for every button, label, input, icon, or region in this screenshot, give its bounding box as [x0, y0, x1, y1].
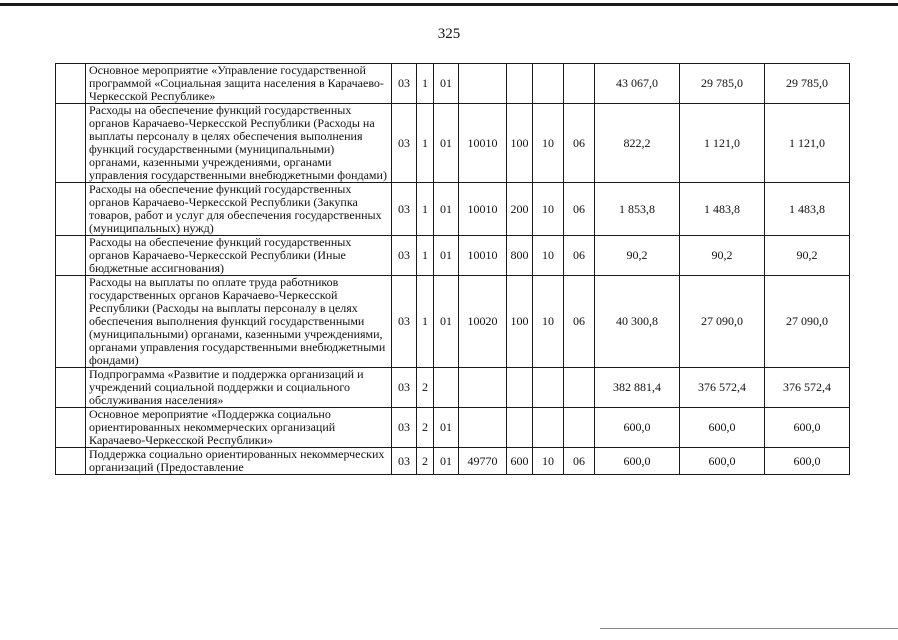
cell-row-number [56, 408, 86, 448]
cell-expense-type-code: 200 [507, 183, 533, 236]
cell-amount-year-2: 27 090,0 [680, 276, 765, 368]
cell-section-code: 10 [533, 183, 564, 236]
cell-amount-year-1: 40 300,8 [595, 276, 680, 368]
cell-section-code: 10 [533, 236, 564, 276]
cell-direction-code [459, 64, 507, 104]
cell-subsection-code: 06 [564, 448, 595, 475]
cell-subsection-code [564, 64, 595, 104]
cell-main-activity-code [434, 368, 459, 408]
cell-amount-year-3: 600,0 [765, 408, 850, 448]
cell-amount-year-3: 27 090,0 [765, 276, 850, 368]
cell-row-number [56, 276, 86, 368]
cell-amount-year-3: 90,2 [765, 236, 850, 276]
cell-program-code: 03 [392, 448, 417, 475]
cell-amount-year-1: 600,0 [595, 408, 680, 448]
cell-amount-year-3: 1 483,8 [765, 183, 850, 236]
cell-amount-year-3: 600,0 [765, 448, 850, 475]
cell-amount-year-3: 29 785,0 [765, 64, 850, 104]
cell-subprogram-code: 1 [417, 236, 434, 276]
cell-expense-name: Основное мероприятие «Управление государственной программой «Социальная защита населения в Карачаево-Черкесской Республике» [86, 64, 392, 104]
cell-program-code: 03 [392, 183, 417, 236]
page-number: 325 [437, 26, 461, 42]
cell-expense-name: Поддержка социально ориентированных некоммерческих организаций (Предоставление [86, 448, 392, 475]
cell-amount-year-3: 376 572,4 [765, 368, 850, 408]
cell-expense-type-code [507, 408, 533, 448]
cell-subprogram-code: 2 [417, 448, 434, 475]
cell-subsection-code: 06 [564, 236, 595, 276]
cell-amount-year-1: 1 853,8 [595, 183, 680, 236]
cell-amount-year-2: 600,0 [680, 408, 765, 448]
table-row [56, 236, 850, 276]
cell-subprogram-code: 1 [417, 276, 434, 368]
cell-section-code [533, 408, 564, 448]
cell-main-activity-code: 01 [434, 408, 459, 448]
cell-expense-name: Основное мероприятие «Поддержка социально ориентированных некоммерческих организаций Карачаево-Черкесской Республики» [86, 408, 392, 448]
scan-border-bottom [600, 628, 898, 629]
table-row [56, 104, 850, 183]
cell-direction-code [459, 368, 507, 408]
cell-main-activity-code: 01 [434, 276, 459, 368]
cell-subprogram-code: 1 [417, 64, 434, 104]
cell-expense-type-code [507, 368, 533, 408]
table-row [56, 448, 850, 475]
cell-amount-year-1: 600,0 [595, 448, 680, 475]
cell-direction-code: 10010 [459, 183, 507, 236]
cell-row-number [56, 448, 86, 475]
cell-section-code [533, 64, 564, 104]
cell-main-activity-code: 01 [434, 236, 459, 276]
cell-subsection-code: 06 [564, 183, 595, 236]
cell-program-code: 03 [392, 64, 417, 104]
table-row [56, 368, 850, 408]
cell-section-code: 10 [533, 276, 564, 368]
table-row [56, 408, 850, 448]
cell-amount-year-2: 600,0 [680, 448, 765, 475]
cell-amount-year-2: 376 572,4 [680, 368, 765, 408]
cell-program-code: 03 [392, 408, 417, 448]
cell-subsection-code: 06 [564, 276, 595, 368]
cell-program-code: 03 [392, 236, 417, 276]
cell-program-code: 03 [392, 276, 417, 368]
cell-expense-type-code: 100 [507, 276, 533, 368]
table-row [56, 183, 850, 236]
cell-row-number [56, 104, 86, 183]
cell-main-activity-code: 01 [434, 64, 459, 104]
cell-subprogram-code: 2 [417, 408, 434, 448]
cell-program-code: 03 [392, 368, 417, 408]
cell-direction-code [459, 408, 507, 448]
cell-section-code: 10 [533, 448, 564, 475]
cell-subprogram-code: 1 [417, 183, 434, 236]
cell-subprogram-code: 1 [417, 104, 434, 183]
cell-row-number [56, 183, 86, 236]
scan-border-top [0, 3, 898, 6]
cell-expense-name: Подпрограмма «Развитие и поддержка организаций и учреждений социальной поддержки и социального обслуживания населения» [86, 368, 392, 408]
cell-amount-year-2: 29 785,0 [680, 64, 765, 104]
table-row [56, 276, 850, 368]
cell-expense-name: Расходы на обеспечение функций государственных органов Карачаево-Черкесской Республики (Расходы на выплаты персоналу в целях обеспечения выполнения функций государственными (муниципальными) органами, казенными учреждениями, органами управления государственными внебюджетными фондами) [86, 104, 392, 183]
cell-amount-year-1: 822,2 [595, 104, 680, 183]
cell-row-number [56, 236, 86, 276]
cell-amount-year-1: 382 881,4 [595, 368, 680, 408]
cell-amount-year-3: 1 121,0 [765, 104, 850, 183]
cell-subprogram-code: 2 [417, 368, 434, 408]
cell-main-activity-code: 01 [434, 183, 459, 236]
cell-amount-year-1: 90,2 [595, 236, 680, 276]
cell-direction-code: 49770 [459, 448, 507, 475]
cell-expense-name: Расходы на обеспечение функций государственных органов Карачаево-Черкесской Республики (Иные бюджетные ассигнования) [86, 236, 392, 276]
cell-direction-code: 10010 [459, 236, 507, 276]
cell-direction-code: 10020 [459, 276, 507, 368]
cell-expense-type-code [507, 64, 533, 104]
cell-row-number [56, 368, 86, 408]
cell-main-activity-code: 01 [434, 448, 459, 475]
cell-amount-year-2: 1 121,0 [680, 104, 765, 183]
cell-expense-type-code: 600 [507, 448, 533, 475]
cell-expense-type-code: 800 [507, 236, 533, 276]
cell-row-number [56, 64, 86, 104]
cell-program-code: 03 [392, 104, 417, 183]
cell-expense-name: Расходы на обеспечение функций государственных органов Карачаево-Черкесской Республики (Закупка товаров, работ и услуг для обеспечения государственных (муниципальных) нужд) [86, 183, 392, 236]
table-row [56, 64, 850, 104]
cell-main-activity-code: 01 [434, 104, 459, 183]
cell-direction-code: 10010 [459, 104, 507, 183]
cell-section-code [533, 368, 564, 408]
cell-amount-year-2: 90,2 [680, 236, 765, 276]
cell-subsection-code: 06 [564, 104, 595, 183]
cell-section-code: 10 [533, 104, 564, 183]
cell-amount-year-1: 43 067,0 [595, 64, 680, 104]
cell-amount-year-2: 1 483,8 [680, 183, 765, 236]
cell-expense-name: Расходы на выплаты по оплате труда работников государственных органов Карачаево-Черкесской Республики (Расходы на выплаты персоналу в целях обеспечения выполнения функций государственными (муниципальными) органами, казенными учреждениями, органами управления государственными внебюджетными фондами) [86, 276, 392, 368]
cell-expense-type-code: 100 [507, 104, 533, 183]
cell-subsection-code [564, 408, 595, 448]
budget-table [55, 63, 850, 475]
cell-subsection-code [564, 368, 595, 408]
